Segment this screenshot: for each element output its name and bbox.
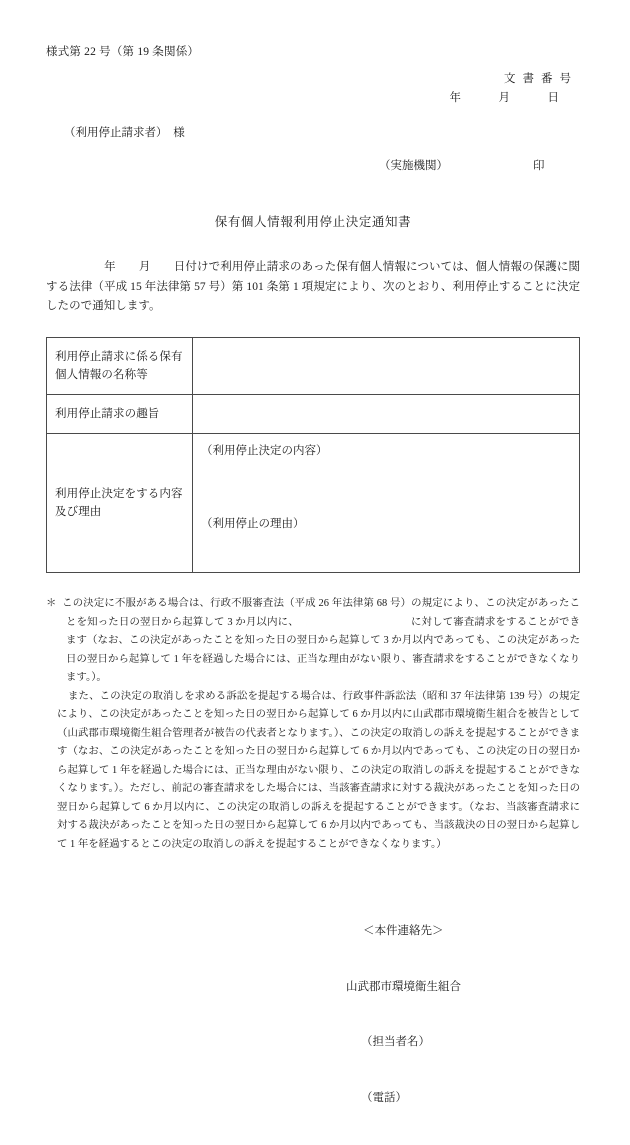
note-text-part2: に対して審査請求をすることができます（なお、この決定があったことを知った日の翌日から起算して 3 か月以内であっても、この決定があった日の翌日から起算して 1 年を経過した場合には、正当な理由がない限り、審査請求をすることができなくなります。）。: [66, 616, 580, 684]
row-value-information-name[interactable]: [193, 338, 580, 395]
table-row: [47, 395, 580, 434]
legal-notes: [46, 595, 580, 854]
contact-heading: ＜本件連絡先＞: [363, 924, 444, 937]
contact-phone-label: （電話）: [361, 1092, 407, 1105]
row-label-request-purpose: 利用停止請求の趣旨: [47, 395, 193, 434]
row-value-decision-content-reason[interactable]: [193, 434, 580, 573]
row-label-information-name: 利用停止請求に係る保有個人情報の名称等: [47, 338, 193, 395]
table-row: [47, 338, 580, 395]
decision-reason-placeholder: （利用停止の理由）: [201, 517, 305, 530]
intro-paragraph: [46, 258, 580, 317]
document-number-label: 文書番号: [504, 73, 578, 86]
intro-text: 年 月 日付けで利用停止請求のあった保有個人情報については、個人情報の保護に関する法律（平成 15 年法律第 57 号）第 101 条第 1 項規定により、次のとおり、利用停止することに決定したので通知します。: [46, 260, 580, 313]
document-number-block: [46, 70, 580, 108]
contact-person-label: （担当者名）: [361, 1036, 430, 1049]
addressee-line: （利用停止請求者） 様: [64, 127, 185, 140]
page-title: 保有個人情報利用停止決定通知書: [214, 215, 412, 230]
note-marker: ＊: [46, 598, 57, 610]
implementing-agency-label: （実施機関）: [379, 160, 448, 173]
form-number: 様式第 22 号（第 19 条関係）: [46, 46, 200, 58]
agency-row: [46, 158, 580, 176]
note-paragraph-litigation: また、この決定の取消しを求める訴訟を提起する場合は、行政事件訴訟法（昭和 37 年法律第 139 号）の規定により、この決定があったことを知った日の翌日から起算して 6 か月以内に山武郡市環境衛生組合を被告として（山武郡市環境衛生組合管理者が被告の代表者となります。）、この決定の取消しの訴えを提起することができます（なお、この決定があったことを知った日の翌日から起算して 6 か月以内であっても、この決定の日の翌日から起算して 1 年を経過した場合には、正当な理由がない限り、この決定の取消しの訴えを提起することができなくなります。）。ただし、前記の審査請求をした場合には、当該審査請求に対する裁決があったことを知った日の翌日から起算して 6 か月以内に、この決定の取消しの訴えを提起することができます。（なお、当該審査請求に対する裁決があったことを知った日の翌日から起算して 6 か月以内であっても、当該裁決の日の翌日から起算して 1 年を経過するとこの決定の取消しの訴えを提起することができなくなります。）: [57, 690, 580, 850]
row-value-request-purpose[interactable]: [193, 395, 580, 434]
row-label-decision-content-reason: 利用停止決定をする内容及び理由: [47, 434, 193, 573]
decision-content-placeholder: （利用停止決定の内容）: [201, 445, 328, 458]
contact-block: [46, 884, 580, 1105]
contact-lines: [346, 884, 461, 1145]
seal-label: 印: [533, 160, 545, 173]
document-sheet: [46, 44, 580, 1105]
note-paragraph-appeal: [46, 595, 580, 688]
table-row: [47, 434, 580, 573]
note-text-part1: この決定に不服がある場合は、行政不服審査法（平成 26 年法律第 68 号）の規定により、この決定があったことを知った日の翌日から起算して 3 か月以内に、: [62, 598, 580, 628]
contact-organization: 山武郡市環境衛生組合: [346, 980, 461, 993]
decision-table: [46, 337, 580, 573]
document-date-label: 年 月 日: [449, 92, 572, 105]
